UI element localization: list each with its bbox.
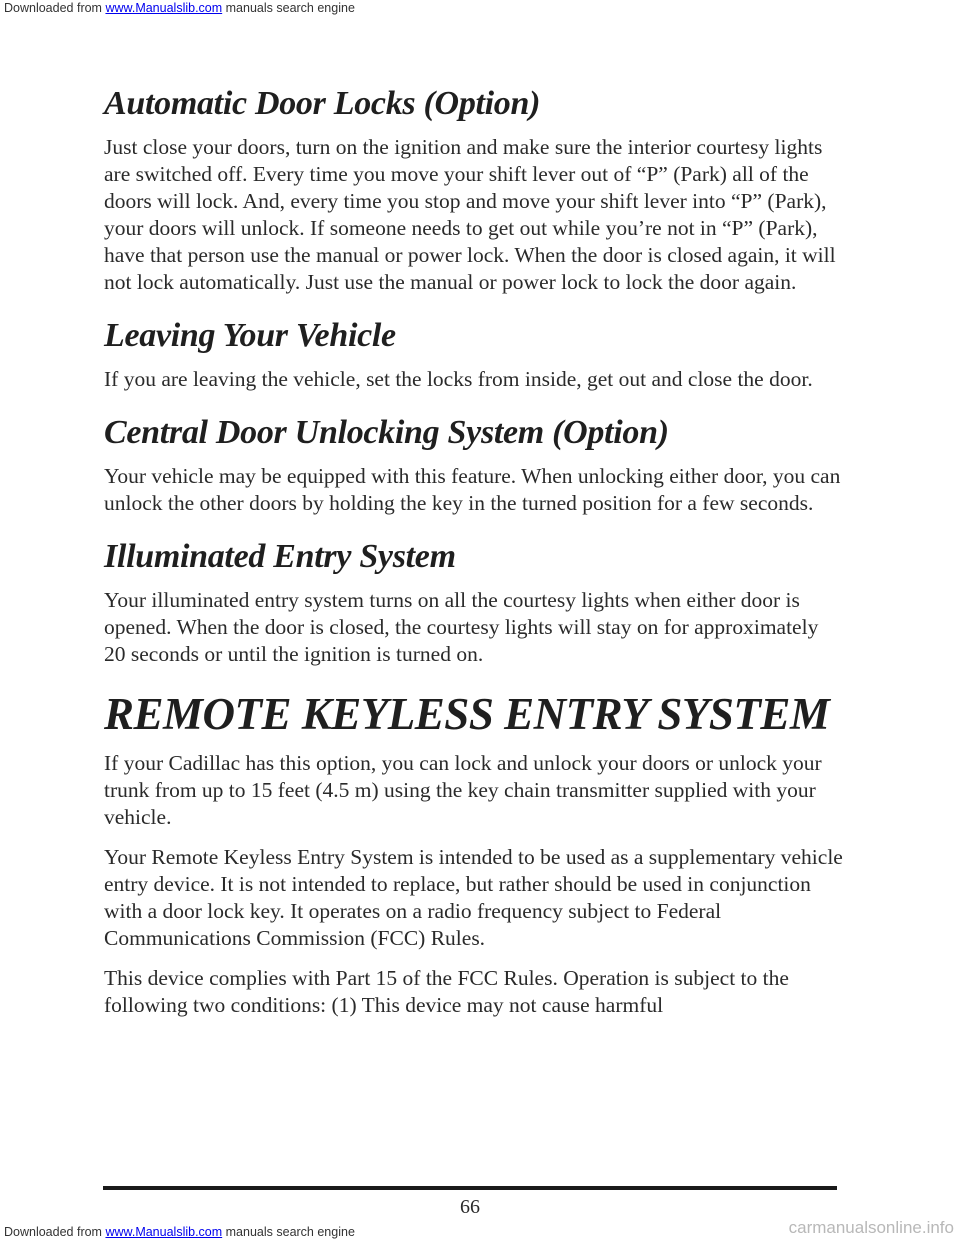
central-door-unlocking-section <box>104 413 844 517</box>
watermark-suffix: manuals search engine <box>222 1 355 15</box>
page-content <box>104 84 844 1039</box>
page-number: 66 <box>460 1196 480 1218</box>
carmanualsonline-watermark: carmanualsonline.info <box>788 1218 954 1237</box>
illuminated-entry-section <box>104 537 844 668</box>
section-paragraph: Your illuminated entry system turns on all the courtesy lights when either door is opened. When the door is closed, the courtesy lights will stay on for approximately 20 seconds or until the ignition is turned on. <box>104 588 819 666</box>
manualslib-link[interactable]: www.Manualslib.com <box>105 1 223 15</box>
section-paragraph: Your Remote Keyless Entry System is intended to be used as a supplementary vehicle entry device. It is not intended to replace, but rather should be used in conjunction with a door lock key. It operates on a radio frequency subject to Federal Communications Commission (FCC) Rules. <box>104 845 843 950</box>
manualslib-link[interactable]: www.Manualslib.com <box>105 1225 223 1239</box>
section-paragraph: Just close your doors, turn on the ignition and make sure the interior courtesy lights are switched off. Every time you move your shift lever out of “P” (Park) all of the doors will lock. And, every time you stop and move your shift lever into “P” (Park), your doors will unlock. If someone needs to get out while you’re not in “P” (Park), have that person use the manual or power lock. When the door is closed again, it will not lock automatically. Just use the manual or power lock to lock the door again. <box>104 135 836 294</box>
section-paragraph: If you are leaving the vehicle, set the locks from inside, get out and close the door. <box>104 367 813 391</box>
major-heading: REMOTE KEYLESS ENTRY SYSTEM <box>104 689 830 739</box>
download-watermark-top <box>4 1 355 15</box>
section-paragraph: This device complies with Part 15 of the FCC Rules. Operation is subject to the following two conditions: (1) This device may not cause harmful <box>104 966 789 1017</box>
automatic-door-locks-section <box>104 84 844 296</box>
section-paragraph: If your Cadillac has this option, you can lock and unlock your doors or unlock your trunk from up to 15 feet (4.5 m) using the key chain transmitter supplied with your vehicle. <box>104 751 822 829</box>
section-heading: Automatic Door Locks (Option) <box>104 85 541 122</box>
watermark-prefix: Downloaded from <box>4 1225 106 1239</box>
footer-rule <box>103 1186 837 1190</box>
section-paragraph: Your vehicle may be equipped with this feature. When unlocking either door, you can unlock the other doors by holding the key in the turned position for a few seconds. <box>104 464 841 515</box>
watermark-suffix: manuals search engine <box>222 1225 355 1239</box>
section-heading: Leaving Your Vehicle <box>104 317 396 354</box>
section-heading: Illuminated Entry System <box>104 538 456 575</box>
leaving-your-vehicle-section <box>104 316 844 393</box>
section-heading: Central Door Unlocking System (Option) <box>104 414 669 451</box>
download-watermark-bottom <box>4 1225 355 1239</box>
remote-keyless-entry-section <box>104 688 844 1019</box>
watermark-prefix: Downloaded from <box>4 1 106 15</box>
